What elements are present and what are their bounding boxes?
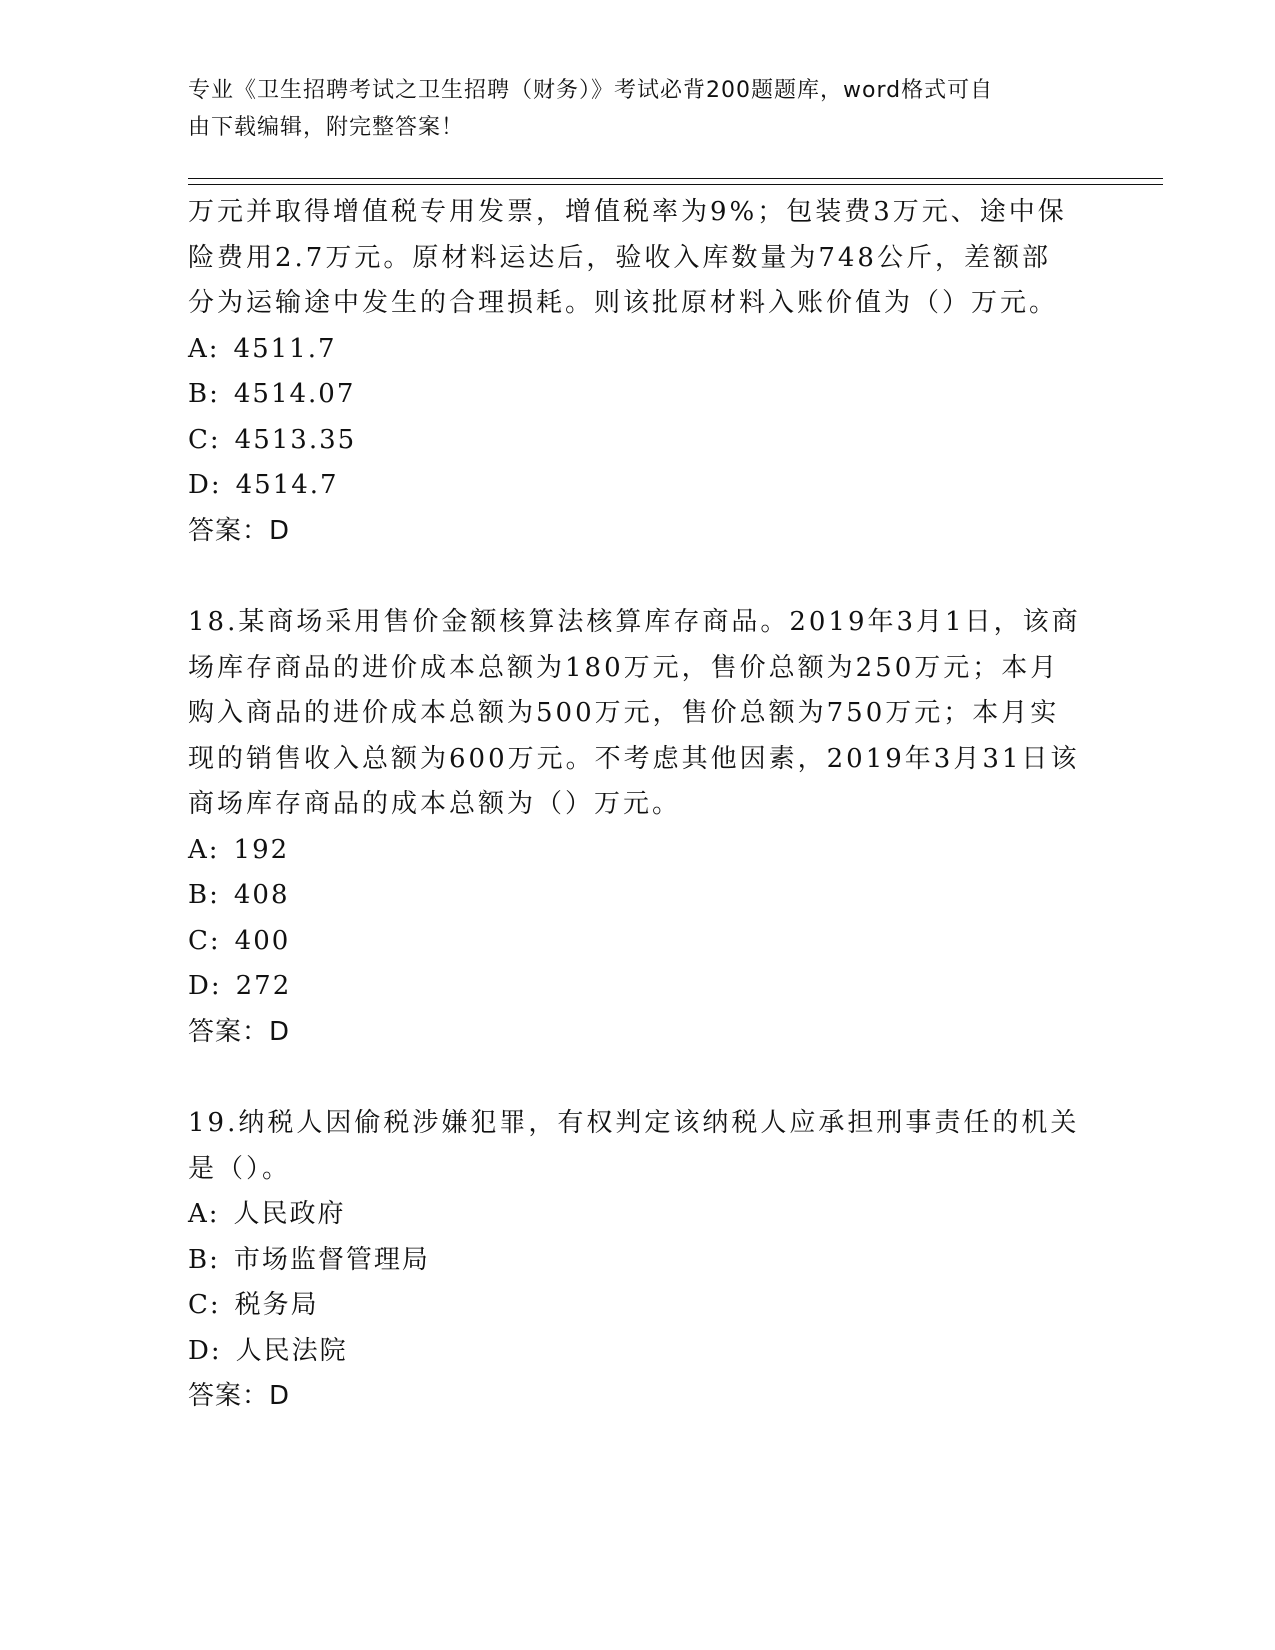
option-b: B: 408 [188, 880, 290, 910]
header-divider-bottom [188, 184, 1163, 185]
answer-line: 答案：D [188, 1016, 291, 1047]
option-a: A: 4511.7 [188, 333, 337, 364]
question-stem-line: 分为运输途中发生的合理损耗。则该批原材料入账价值为（）万元。 [188, 288, 1059, 318]
document-header [188, 72, 1078, 146]
option-a: A: 192 [188, 834, 290, 865]
option-c: C: 税务局 [188, 1290, 319, 1320]
question-19 [188, 1101, 1088, 1420]
question-stem-line: 场库存商品的进价成本总额为180万元，售价总额为250万元；本月 [188, 652, 1060, 683]
option-a: A: 人民政府 [188, 1199, 346, 1229]
question-stem-line: 现的销售收入总额为600万元。不考虑其他因素，2019年3月31日该 [188, 743, 1080, 774]
question-stem-line: 购入商品的进价成本总额为500万元，售价总额为750万元；本月实 [188, 698, 1060, 728]
answer-line: 答案：D [188, 515, 291, 546]
option-c: C: 4513.35 [188, 424, 357, 455]
option-b: B: 4514.07 [188, 379, 356, 409]
option-b: B: 市场监督管理局 [188, 1244, 430, 1275]
option-d: D: 4514.7 [188, 470, 339, 500]
question-stem-line: 是（）。 [188, 1153, 292, 1184]
question-stem-line: 商场库存商品的成本总额为（）万元。 [188, 789, 682, 819]
question-18 [188, 600, 1088, 1055]
option-c: C: 400 [188, 925, 291, 956]
header-divider-top [188, 178, 1163, 179]
question-stem-line: 18.某商场采用售价金额核算法核算库存商品。2019年3月1日，该商 [188, 607, 1081, 637]
option-d: D: 272 [188, 971, 292, 1001]
answer-line: 答案：D [188, 1381, 291, 1411]
question-stem-line: 万元并取得增值税专用发票，增值税率为9%；包装费3万元、途中保 [188, 197, 1067, 227]
header-line-2: 由下载编辑，附完整答案！ [188, 115, 465, 140]
document-body [188, 190, 1088, 1420]
question-stem-line: 险费用2.7万元。原材料运达后，验收入库数量为748公斤，差额部 [188, 242, 1051, 273]
question-continued [188, 190, 1088, 554]
header-line-1: 专业《卫生招聘考试之卫生招聘（财务）》考试必背200题题库，word格式可自 [188, 78, 994, 103]
option-d: D: 人民法院 [188, 1335, 348, 1366]
question-stem-line: 19.纳税人因偷税涉嫌犯罪，有权判定该纳税人应承担刑事责任的机关 [188, 1108, 1080, 1138]
